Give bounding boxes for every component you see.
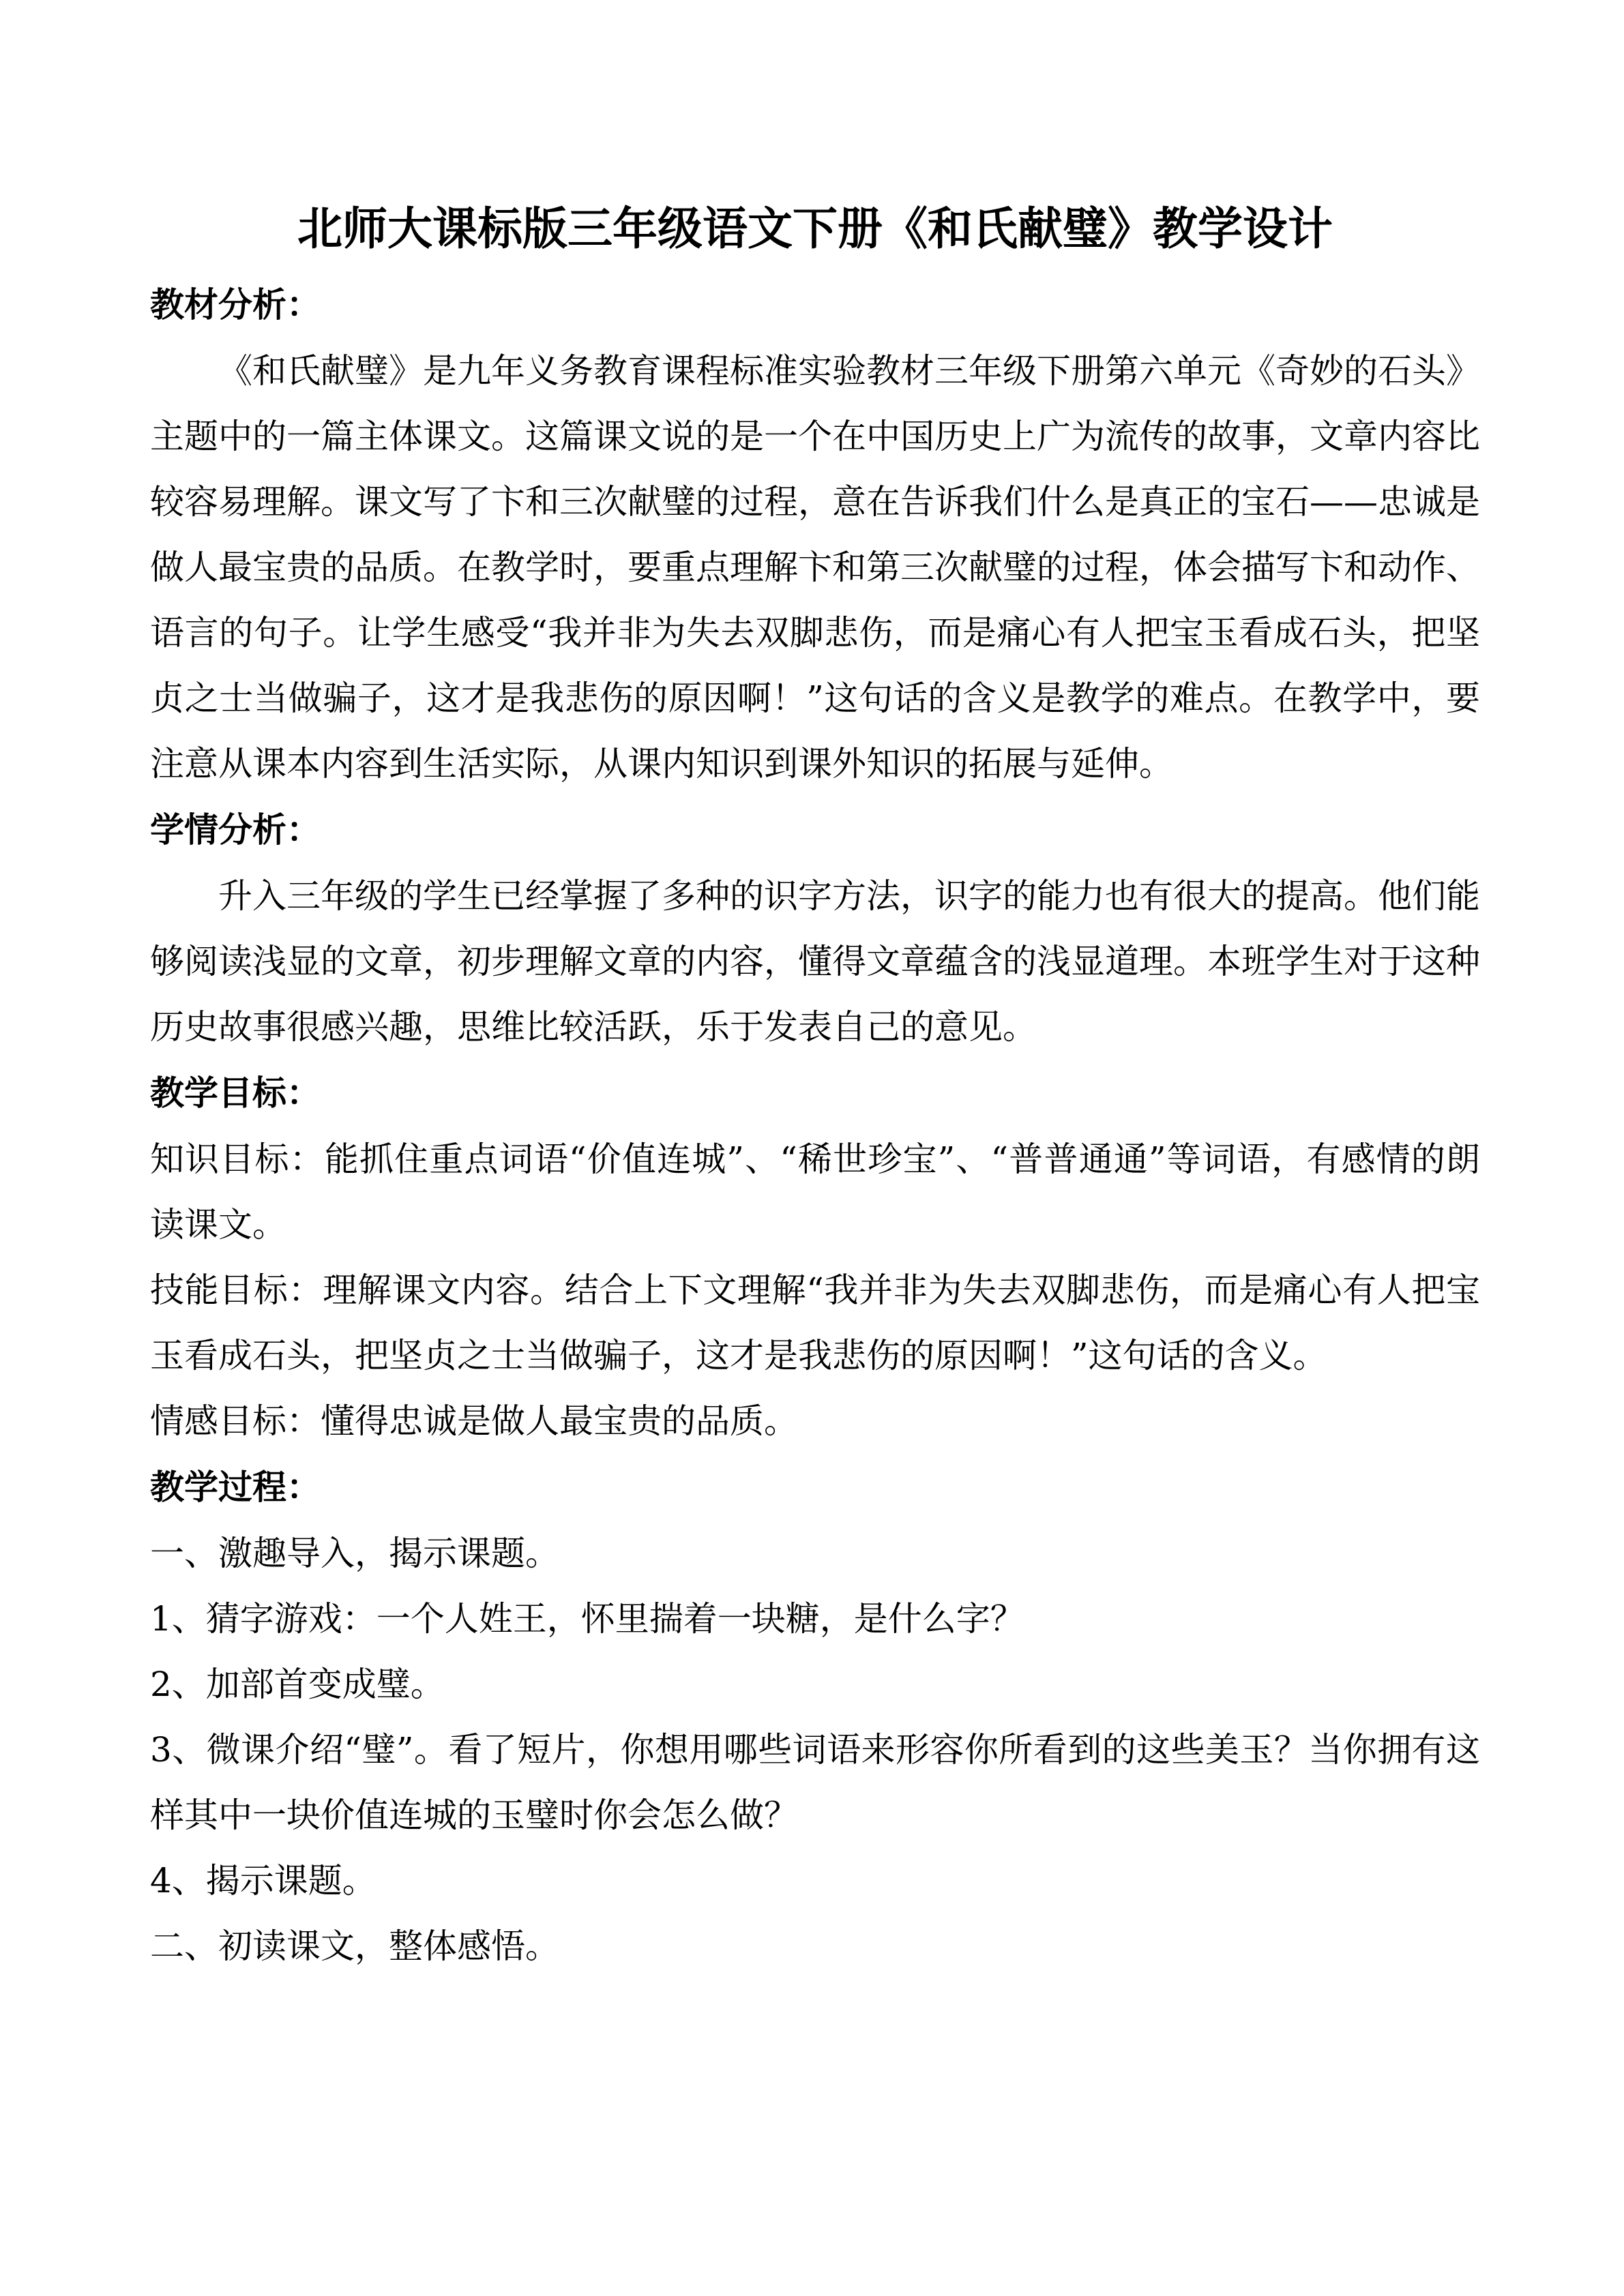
process-item: 4、揭示课题。 [150, 1861, 377, 1900]
process-item: 二、初读课文，整体感悟。 [150, 1926, 559, 1966]
skill-goal: 技能目标：理解课文内容。结合上下文理解“我并非为失去双脚悲伤，而是痛心有人把宝玉看成石头，把坚贞之士当做骗子，这才是我悲伤的原因啊！”这句话的含义。 [150, 1270, 1480, 1375]
process-item: 3、微课介绍“璧”。看了短片，你想用哪些词语来形容你所看到的这些美玉？当你拥有这样其中一块价值连城的玉璧时你会怎么做？ [150, 1730, 1480, 1835]
knowledge-goal: 知识目标：能抓住重点词语“价值连城”、“稀世珍宝”、“普普通通”等词语，有感情的朗读课文。 [150, 1139, 1480, 1244]
process-item: 2、加部首变成璧。 [150, 1665, 445, 1704]
student-analysis-text: 升入三年级的学生已经掌握了多种的识字方法，识字的能力也有很大的提高。他们能够阅读浅显的文章，初步理解文章的内容，懂得文章蕴含的浅显道理。本班学生对于这种历史故事很感兴趣，思维比较活跃，乐于发表自己的意见。 [150, 876, 1480, 1047]
emotion-goal: 情感目标：懂得忠诚是做人最宝贵的品质。 [150, 1401, 798, 1441]
material-analysis-text: 《和氏献璧》是九年义务教育课程标准实验教材三年级下册第六单元《奇妙的石头》主题中的一篇主体课文。这篇课文说的是一个在中国历史上广为流传的故事，文章内容比较容易理解。课文写了卞和三次献璧的过程，意在告诉我们什么是真正的宝石——忠诚是做人最宝贵的品质。在教学时，要重点理解卞和第三次献璧的过程，体会描写卞和动作、语言的句子。让学生感受“我并非为失去双脚悲伤，而是痛心有人把宝玉看成石头，把坚贞之士当做骗子，这才是我悲伤的原因啊！”这句话的含义是教学的难点。在教学中，要注意从课本内容到生活实际，从课内知识到课外知识的拓展与延伸。 [150, 351, 1480, 784]
process-item: 一、激趣导入，揭示课题。 [150, 1534, 559, 1573]
document-page [150, 196, 1480, 1979]
section-heading-process: 教学过程： [150, 1467, 321, 1507]
section-heading-students: 学情分析： [150, 810, 321, 850]
section-heading-material: 教材分析： [150, 285, 321, 325]
document-title: 北师大课标版三年级语文下册《和氏献璧》教学设计 [297, 203, 1333, 255]
section-heading-goals: 教学目标： [150, 1073, 321, 1113]
process-item: 1、猜字游戏：一个人姓王，怀里揣着一块糖，是什么字？ [150, 1599, 1024, 1639]
